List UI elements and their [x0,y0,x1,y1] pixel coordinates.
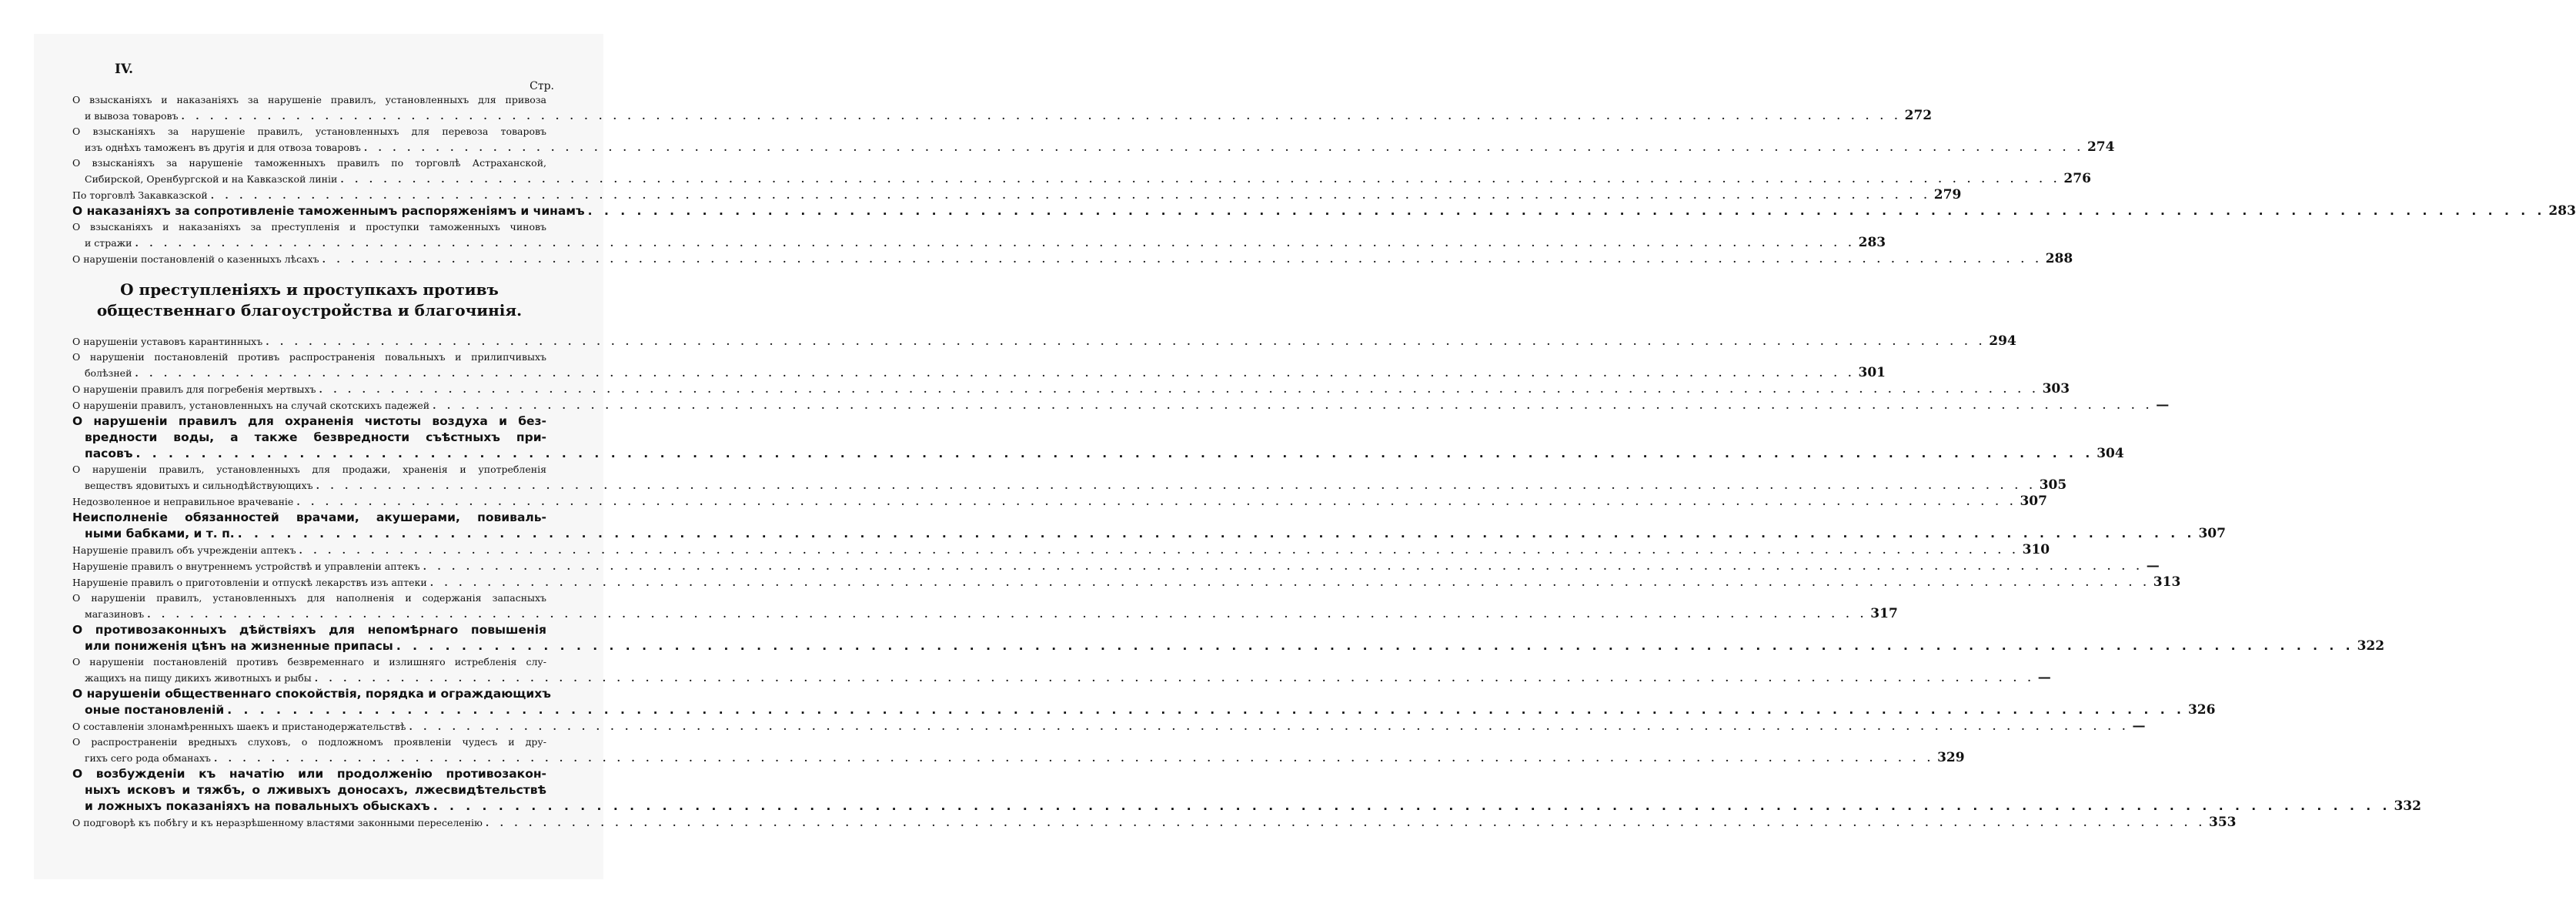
dot-leader [211,751,1937,766]
toc-page-number: 332 [2394,798,2421,814]
toc-entry [72,686,2216,718]
toc-entry-text: О нарушеніи правилъ, установленныхъ на случай скотскихъ падежей [72,400,430,411]
toc-entry-text: Неисполненіе обязанностей врачами, акушерами, повиваль- [72,510,546,524]
toc-entry-text: О нарушеніи постановленій о казенныхъ лѣсахъ [72,253,319,265]
dot-leader [585,203,2549,219]
dot-leader [427,575,2153,591]
toc-entry [72,622,2385,654]
toc-entry [72,203,2576,219]
toc-entry-text: О нарушеніи правилъ для погребенія мертвыхъ [72,383,316,395]
dot-leader [179,109,1905,124]
toc-entry-text: О взысканіяхъ за нарушеніе правилъ, установленныхъ для перевоза товаровъ [72,126,546,137]
dot-leader [208,188,1934,203]
toc-entry [72,219,1886,251]
toc-entry-text: магазиновъ [85,608,145,620]
toc-entry-text: О наказаніяхъ за сопротивленіе таможеннымъ распоряженіямъ и чинамъ [72,204,585,218]
toc-entry-text: болѣзней [85,367,132,379]
dot-leader [235,526,2199,542]
dot-leader [144,607,1870,622]
toc-entry [72,350,1886,381]
toc-page-number: 313 [2153,574,2181,590]
toc-entry [72,815,2237,831]
toc-entry-text: По торговлѣ Закавказской [72,189,208,201]
dot-leader [132,446,2097,462]
page-number: IV. [115,62,134,77]
toc-entry [72,494,2047,510]
toc-entry-text: О распространеніи вредныхъ слуховъ, о подложномъ проявленіи чудесъ и дру- [72,736,546,748]
toc-entry-text: пасовъ [85,447,133,460]
toc-entry [72,654,2051,686]
toc-page-number: 310 [2022,542,2050,557]
toc-entry [72,124,2115,156]
dot-leader [319,252,2046,267]
dot-leader [337,172,2063,187]
toc-entry [72,766,2421,815]
toc-entry [72,574,2181,591]
toc-entry-text: вредности воды, а также безвредности съѣстныхъ при- [85,430,546,444]
toc-page-number: 304 [2097,446,2124,461]
toc-entry-text: О нарушеніи правилъ, установленныхъ для наполненія и содержанія запасныхъ [72,592,546,604]
dot-leader [296,543,2023,558]
toc-entry-text: О нарушеніи уставовъ карантинныхъ [72,336,263,347]
toc-entry-text: О взысканіяхъ и наказаніяхъ за нарушеніе правилъ, установленныхъ для привоза [72,94,546,105]
toc-entry [72,542,2050,558]
dot-leader [361,140,2087,156]
toc-page-number: 317 [1870,606,1898,621]
toc-page-number: 283 [1858,235,1886,250]
dot-leader [262,334,1989,350]
toc-entry-text: О нарушеніи правилъ для охраненія чистоты воздуха и без- [72,414,546,428]
toc-page-number: 274 [2087,139,2115,155]
toc-page-number: 301 [1858,365,1886,380]
toc-entry-text: оные постановленій [85,703,225,717]
toc-entry-text: и стражи [85,237,132,249]
toc-entry [72,92,1933,124]
toc-entry-text: веществъ ядовитыхъ и сильнодѣйствующихъ [85,480,313,491]
dot-leader [316,382,2042,397]
toc-page-number: 283 [2548,203,2576,219]
toc-page-number: — [2132,718,2146,734]
toc-page-number: 307 [2020,494,2047,509]
toc-entries-public-order [72,333,2421,831]
toc-entry-text: Недозволенное и неправильное врачеваніе [72,496,294,507]
toc-entry-text: и вывоза товаровъ [85,110,179,122]
dot-leader [420,559,2147,574]
toc-page-number: 294 [1989,333,2016,349]
toc-entry-text: О нарушеніи постановленій противъ распространенія повальныхъ и прилипчивыхъ [72,351,546,363]
toc-entry [72,558,2160,574]
toc-page-number: 322 [2357,638,2385,654]
dot-leader [293,494,2020,510]
dot-leader [393,638,2357,654]
toc-entry [72,510,2226,542]
toc-entry-text: О взысканіяхъ и наказаніяхъ за преступленія и проступки таможенныхъ чиновъ [72,221,546,233]
toc-entry-text: Нарушеніе правилъ объ учрежденіи аптекъ [72,544,296,556]
dot-leader [132,236,1859,251]
toc-entry [72,735,1965,766]
toc-entry [72,381,2070,397]
toc-page-number: 272 [1904,108,1933,123]
toc-page-number: 303 [2042,381,2070,397]
toc-page-number: 326 [2187,702,2216,718]
toc-entry-text: Сибирской, Оренбургской и на Кавказской линіи [85,173,338,185]
section-title: О преступленіяхъ и проступкахъ противъ общественнаго благоустройства и благочинія. [96,280,523,320]
toc-page-number: 279 [1933,187,1962,202]
dot-leader [429,398,2156,413]
dot-leader [406,719,2132,735]
toc-entry-text: О подговорѣ къ побѣгу и къ неразрѣшенному властями законными переселенію [72,817,483,828]
dot-leader [313,478,2040,494]
dot-leader [224,702,2188,718]
toc-entry-text: О составленіи злонамѣренныхъ шаекъ и пристанодержательствѣ [72,721,406,732]
toc-entry-text: изъ однѣхъ таможенъ въ другія и для отвоза товаровъ [85,142,361,153]
toc-page-number: 353 [2208,815,2237,830]
toc-entry [72,397,2170,413]
toc-entry-text: Нарушеніе правилъ о приготовленіи и отпускѣ лекарствъ изъ аптеки [72,577,427,588]
toc-entry-text: О нарушеніи общественнаго спокойствія, порядка и ограждающихъ [72,687,551,701]
toc-entry-text: ными бабками, и т. п. [85,527,235,540]
toc-page-number: 305 [2039,477,2067,493]
toc-entry [72,413,2124,462]
toc-entry-text: гихъ сего рода обманахъ [85,752,211,764]
toc-entry [72,591,1898,622]
toc-page-number: — [2037,670,2051,685]
toc-page-number: — [2146,558,2160,574]
dot-leader [132,366,1858,381]
toc-entry-text: О взысканіяхъ за нарушеніе таможенныхъ правилъ по торговлѣ Астраханской, [72,157,546,169]
toc-entry [72,462,2067,494]
toc-page-number: 276 [2063,171,2091,186]
page-column-header: Стр. [530,80,554,92]
toc-entry-text: О возбужденіи къ начатію или продолженію противозакон- [72,767,546,781]
toc-entry [72,156,2091,187]
toc-page-number: 329 [1937,750,1965,765]
toc-entries-customs [72,92,2576,267]
toc-entry [72,333,2016,350]
toc-page-number: — [2156,397,2170,413]
toc-entry-text: О нарушеніи правилъ, установленныхъ для продажи, храненія и употребленія [72,464,546,475]
toc-page-number: 307 [2198,526,2226,541]
dot-leader [430,798,2394,815]
table-of-contents [72,92,2576,831]
toc-entry-text: ныхъ исковъ и тяжбъ, о лживыхъ доносахъ, лжесвидѣтельствѣ [85,783,546,797]
toc-entry [72,187,1962,203]
dot-leader [483,815,2209,831]
toc-entry-text: Нарушеніе правилъ о внутреннемъ устройствѣ и управленіи аптекъ [72,561,420,572]
toc-entry [72,718,2146,735]
toc-entry-text: и ложныхъ показаніяхъ на повальныхъ обыскахъ [85,799,430,813]
dot-leader [312,671,2038,686]
toc-entry-text: О противозаконныхъ дѣйствіяхъ для непомѣрнаго повышенія [72,623,546,637]
toc-page-number: 288 [2045,251,2073,266]
toc-entry-text: О нарушеніи постановленій противъ безвременнаго и излишняго истребленія слу- [72,656,546,668]
toc-entry-text: жащихъ на пищу дикихъ животныхъ и рыбы [85,672,312,684]
toc-entry [72,251,2073,267]
toc-entry-text: или пониженія цѣнъ на жизненные припасы [85,639,393,653]
